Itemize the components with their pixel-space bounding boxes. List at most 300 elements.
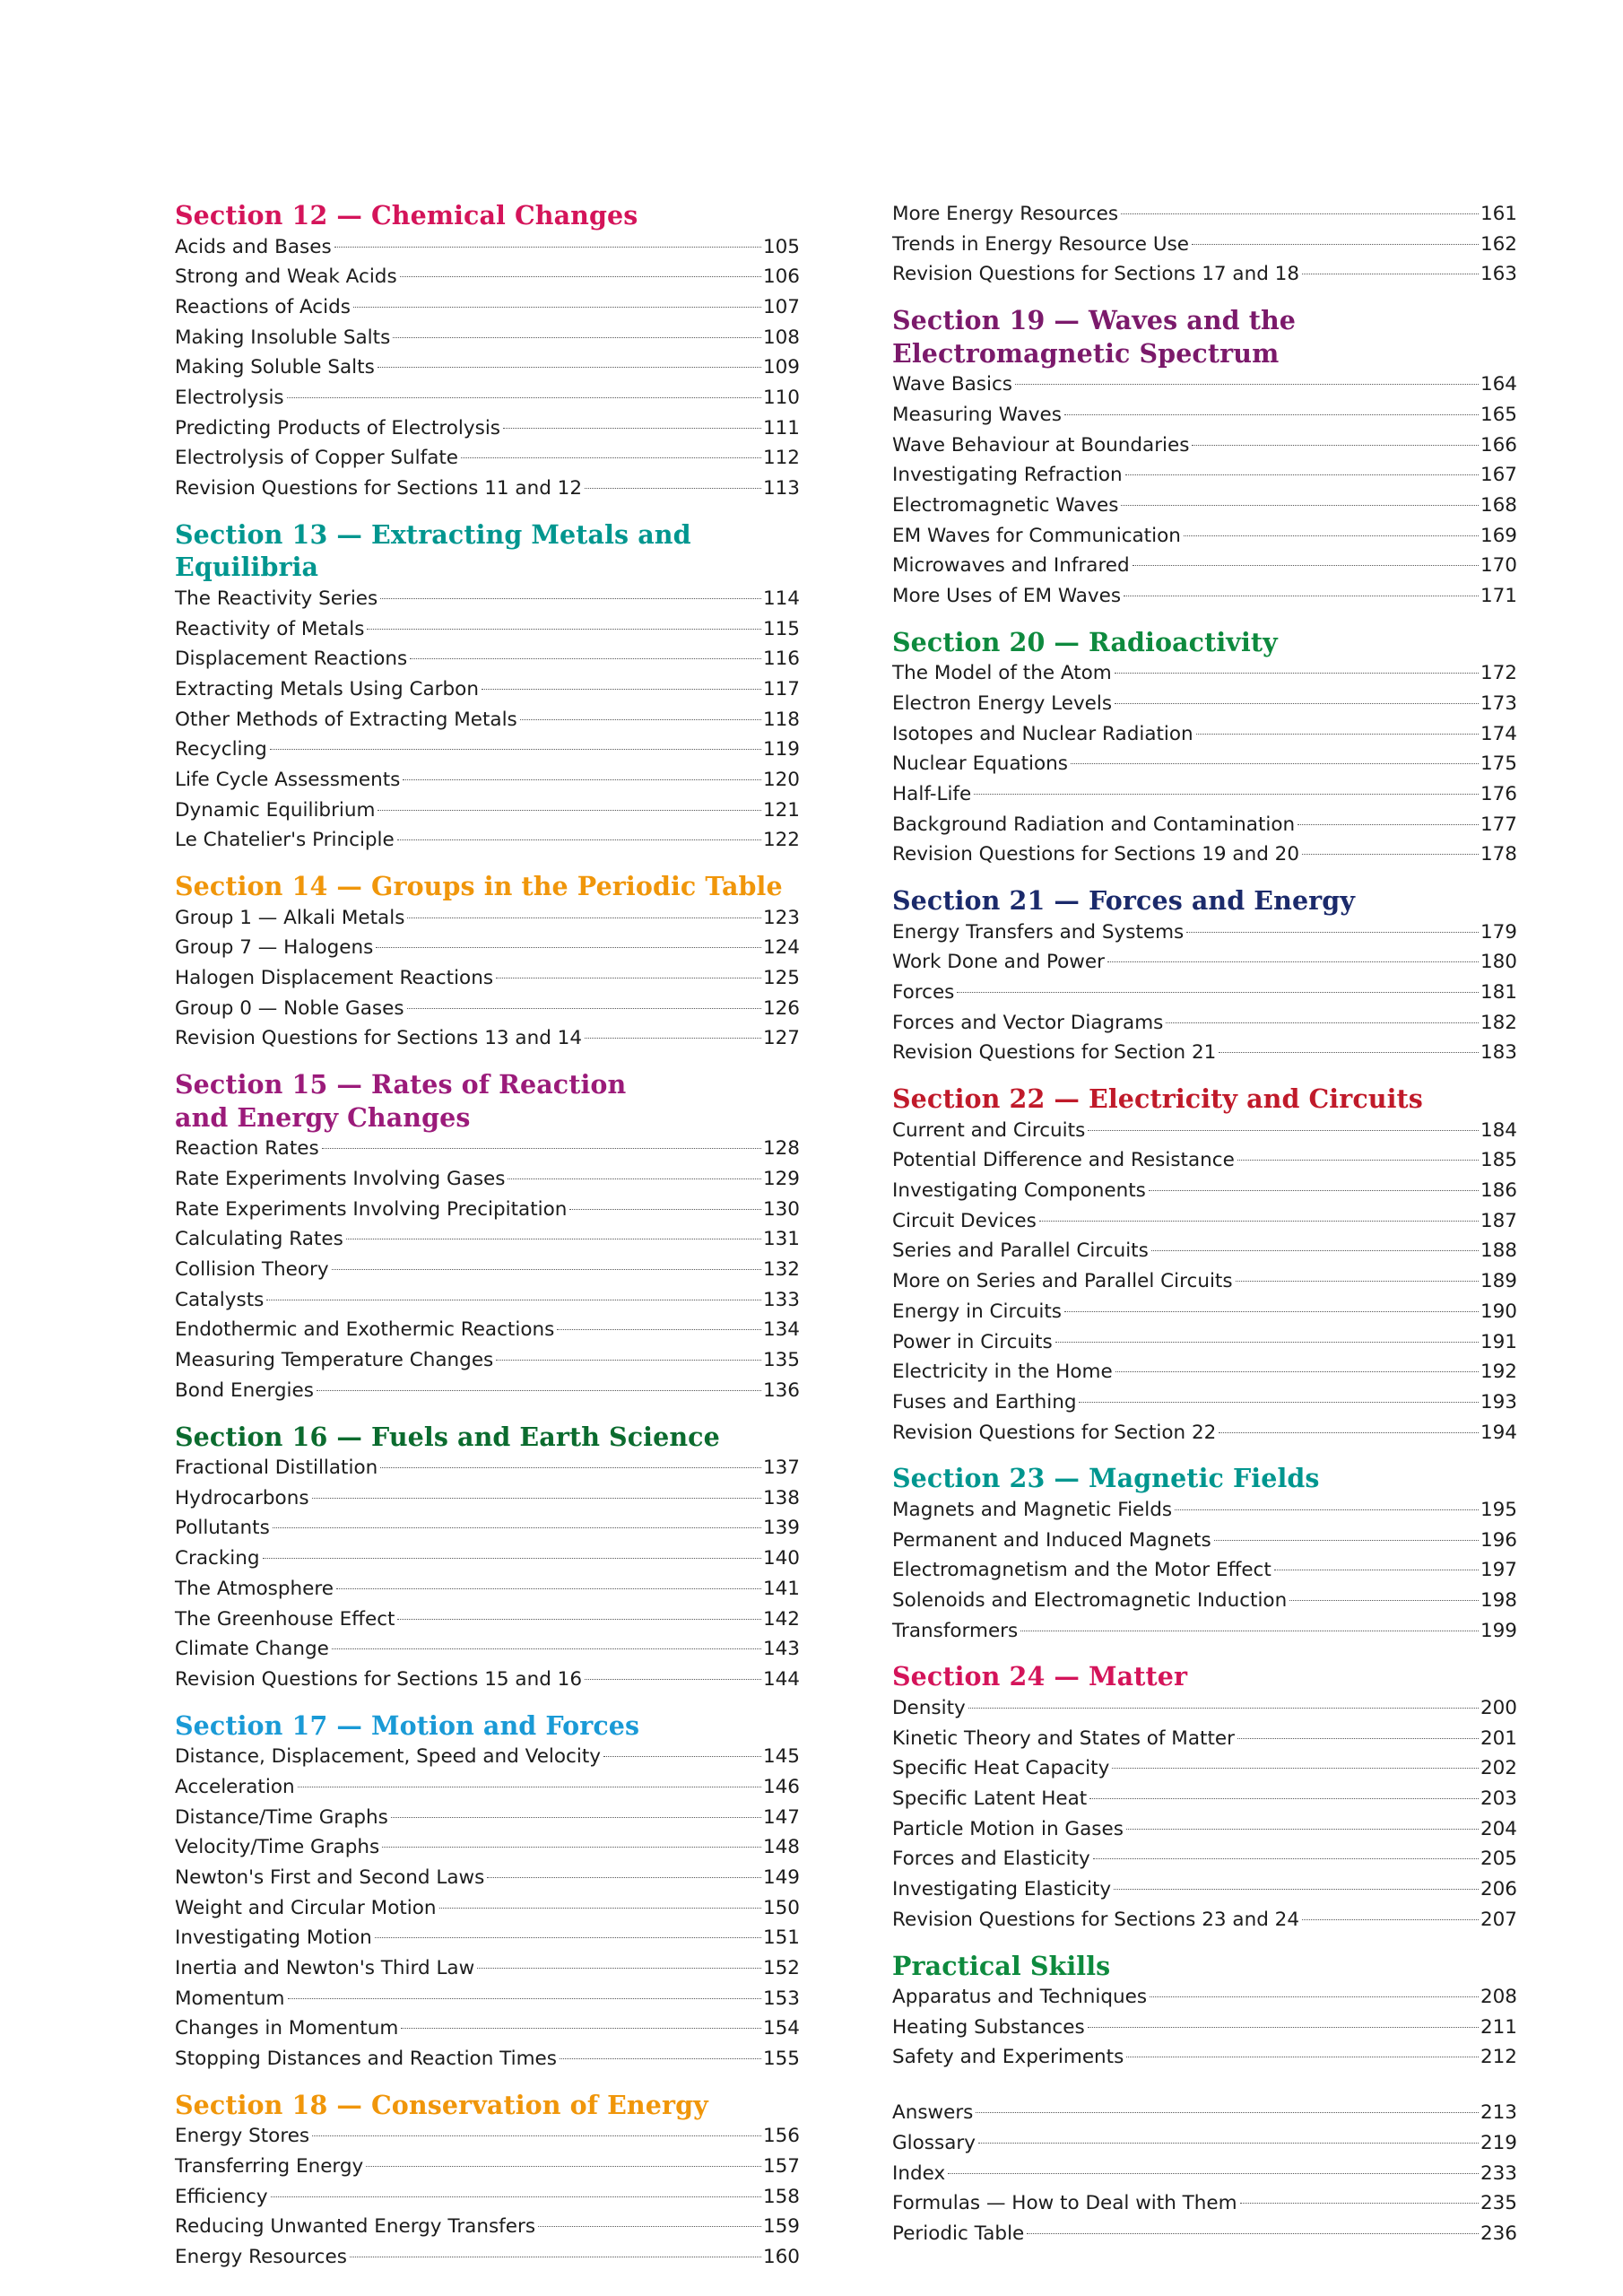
- dot-leader: [1236, 1281, 1479, 1282]
- toc-entry[interactable]: [175, 1453, 800, 1483]
- dot-leader: [400, 276, 761, 277]
- entry-title: Reducing Unwanted Energy Transfers: [175, 2215, 536, 2239]
- toc-entry[interactable]: [892, 2042, 1517, 2073]
- toc-entry[interactable]: [175, 644, 800, 674]
- entry-title: Investigating Elasticity: [892, 1878, 1112, 1901]
- page-number: 109: [762, 356, 800, 379]
- dot-leader: [366, 2166, 761, 2167]
- toc-entry[interactable]: [175, 1195, 800, 1225]
- toc-entry[interactable]: [892, 581, 1517, 612]
- toc-entry[interactable]: [175, 352, 800, 383]
- entry-title: Electricity in the Home: [892, 1361, 1113, 1384]
- entry-title: Revision Questions for Sections 19 and 20: [892, 843, 1300, 866]
- entry-title: Forces: [892, 981, 955, 1004]
- toc-entry[interactable]: [892, 1038, 1517, 1068]
- toc-entry[interactable]: [175, 1803, 800, 1833]
- dot-leader: [263, 1558, 761, 1559]
- dot-leader: [1166, 1022, 1479, 1023]
- toc-entry[interactable]: [175, 2242, 800, 2273]
- entry-title: Forces and Vector Diagrams: [892, 1011, 1164, 1034]
- page-number: 163: [1480, 263, 1517, 286]
- toc-entry[interactable]: [892, 1814, 1517, 1845]
- toc-entry[interactable]: [892, 1008, 1517, 1039]
- page-number: 123: [762, 906, 800, 929]
- page-number: 168: [1480, 493, 1517, 517]
- entry-title: Bond Energies: [175, 1378, 314, 1402]
- dot-leader: [332, 1269, 761, 1270]
- dot-leader: [1121, 213, 1479, 214]
- entry-title: The Model of the Atom: [892, 662, 1112, 685]
- entry-title: Circuit Devices: [892, 1209, 1037, 1232]
- toc-entry[interactable]: [892, 1116, 1517, 1146]
- page-number: 176: [1480, 783, 1517, 806]
- toc-entry[interactable]: [175, 2013, 800, 2044]
- entry-title: Reaction Rates: [175, 1137, 319, 1161]
- toc-entry[interactable]: [175, 1772, 800, 1803]
- entry-title: Group 0 — Noble Gases: [175, 996, 404, 1020]
- section-title: Section 19 — Waves and the Electromagnetic Spectrum: [892, 305, 1297, 369]
- entry-title: Fractional Distillation: [175, 1457, 378, 1479]
- toc-entry[interactable]: [892, 1495, 1517, 1526]
- toc-entry[interactable]: [892, 460, 1517, 491]
- page-number: 161: [1480, 203, 1517, 225]
- toc-entry[interactable]: [175, 413, 800, 444]
- toc-section: [175, 870, 800, 1054]
- toc-entry[interactable]: [892, 1357, 1517, 1387]
- entry-title: Predicting Products of Electrolysis: [175, 416, 500, 439]
- toc-entry[interactable]: [892, 810, 1517, 840]
- toc-entry[interactable]: [175, 2044, 800, 2074]
- page-number: 149: [762, 1866, 800, 1889]
- dot-leader: [380, 1467, 761, 1468]
- toc-entry[interactable]: [175, 933, 800, 963]
- toc-entry[interactable]: [892, 978, 1517, 1008]
- section-title: Section 12 — Chemical Changes: [175, 200, 638, 230]
- toc-entry[interactable]: [892, 2128, 1517, 2159]
- toc-entry[interactable]: [892, 1905, 1517, 1935]
- toc-entry[interactable]: [175, 474, 800, 504]
- entry-title: Hydrocarbons: [175, 1486, 309, 1509]
- entry-title: Rate Experiments Involving Precipitation: [175, 1197, 568, 1221]
- entry-title: Answers: [892, 2101, 974, 2125]
- page-number: 108: [762, 326, 800, 349]
- dot-leader: [1055, 1342, 1479, 1343]
- toc-section: [892, 1950, 1517, 2074]
- toc-entry[interactable]: [892, 1266, 1517, 1297]
- entry-title: Measuring Temperature Changes: [175, 1349, 494, 1372]
- entry-title: Electron Energy Levels: [892, 691, 1113, 715]
- toc-entry[interactable]: [892, 1327, 1517, 1358]
- toc-entry[interactable]: [175, 1742, 800, 1772]
- toc-entry[interactable]: [175, 1164, 800, 1195]
- dot-leader: [273, 1527, 761, 1528]
- page-number: 173: [1480, 691, 1517, 715]
- page-number: 145: [762, 1745, 800, 1769]
- toc-entry[interactable]: [892, 2013, 1517, 2043]
- toc-entry[interactable]: [175, 1345, 800, 1376]
- page-number: 124: [762, 936, 800, 960]
- entry-title: Half-Life: [892, 783, 972, 806]
- entry-title: Calculating Rates: [175, 1228, 343, 1251]
- page-number: 191: [1480, 1330, 1517, 1353]
- toc-entry[interactable]: [175, 705, 800, 735]
- toc-entry[interactable]: [892, 1297, 1517, 1327]
- page-number: 129: [762, 1167, 800, 1190]
- dot-leader: [312, 2135, 761, 2136]
- entry-title: Specific Latent Heat: [892, 1787, 1088, 1811]
- dot-leader: [585, 1679, 761, 1680]
- entry-title: Revision Questions for Section 21: [892, 1041, 1217, 1065]
- toc-entry[interactable]: [892, 1555, 1517, 1586]
- dot-leader: [367, 629, 761, 630]
- page-number: 132: [762, 1257, 800, 1281]
- toc-entry[interactable]: [175, 1224, 800, 1255]
- entry-title: Current and Circuits: [892, 1118, 1086, 1142]
- toc-entry[interactable]: [175, 735, 800, 765]
- dot-leader: [1088, 1130, 1479, 1131]
- toc-entry[interactable]: [175, 2182, 800, 2213]
- dot-leader: [1114, 1889, 1479, 1890]
- page-number: 162: [1480, 232, 1517, 256]
- page-number: 208: [1480, 1986, 1517, 2009]
- page-number: 126: [762, 996, 800, 1020]
- dot-leader: [1196, 734, 1479, 735]
- toc-entry[interactable]: [892, 2188, 1517, 2219]
- entry-title: Index: [892, 2161, 946, 2185]
- toc-entry[interactable]: [175, 1665, 800, 1695]
- entry-title: Isotopes and Nuclear Radiation: [892, 722, 1193, 745]
- toc-entry[interactable]: [892, 749, 1517, 779]
- contents-column-right: [892, 199, 1517, 2264]
- entry-title: Electromagnetic Waves: [892, 493, 1119, 517]
- page-number: 139: [762, 1517, 800, 1540]
- toc-entry[interactable]: [175, 765, 800, 796]
- toc-entry[interactable]: [892, 719, 1517, 750]
- page-number: 195: [1480, 1498, 1517, 1521]
- dot-leader: [1093, 1858, 1479, 1859]
- entry-title: Transferring Energy: [175, 2155, 364, 2179]
- toc-entry[interactable]: [175, 1832, 800, 1863]
- toc-entry[interactable]: [175, 1023, 800, 1054]
- toc-section: [892, 2098, 1517, 2249]
- toc-entry[interactable]: [892, 947, 1517, 978]
- toc-entry[interactable]: [175, 1255, 800, 1285]
- toc-entry[interactable]: [175, 1376, 800, 1406]
- dot-leader: [1237, 1738, 1479, 1739]
- toc-entry[interactable]: [892, 430, 1517, 461]
- page-number: 201: [1480, 1726, 1517, 1750]
- toc-entry[interactable]: [175, 232, 800, 263]
- toc-entry[interactable]: [892, 779, 1517, 810]
- page-number: 133: [762, 1288, 800, 1311]
- toc-entry[interactable]: [892, 551, 1517, 581]
- entry-title: Momentum: [175, 1987, 285, 2010]
- section-title: Section 20 — Radioactivity: [892, 626, 1278, 657]
- page-number: 188: [1480, 1239, 1517, 1263]
- toc-entry[interactable]: [175, 674, 800, 705]
- page-number: 198: [1480, 1589, 1517, 1613]
- toc-entry[interactable]: [175, 963, 800, 994]
- page-number: 213: [1480, 2101, 1517, 2125]
- entry-title: EM Waves for Communication: [892, 524, 1181, 547]
- dot-leader: [487, 1877, 761, 1878]
- toc-entry[interactable]: [175, 1544, 800, 1574]
- page-number: 160: [762, 2246, 800, 2269]
- toc-entry[interactable]: [892, 1724, 1517, 1754]
- dot-leader: [948, 2173, 1479, 2174]
- entry-title: Density: [892, 1696, 966, 1719]
- toc-section: [175, 199, 800, 504]
- entry-title: Energy Resources: [175, 2246, 347, 2269]
- toc-entry[interactable]: [892, 1586, 1517, 1616]
- dot-leader: [1219, 1432, 1479, 1433]
- page-number: 194: [1480, 1421, 1517, 1444]
- toc-entry[interactable]: [892, 689, 1517, 719]
- entry-title: Measuring Waves: [892, 403, 1062, 426]
- entry-title: Other Methods of Extracting Metals: [175, 708, 517, 731]
- page-number: 165: [1480, 403, 1517, 426]
- entry-title: Kinetic Theory and States of Matter: [892, 1726, 1235, 1750]
- page-number: 141: [762, 1577, 800, 1600]
- dot-leader: [477, 1968, 761, 1969]
- toc-entry[interactable]: [892, 1784, 1517, 1814]
- page-number: 144: [762, 1667, 800, 1691]
- dot-leader: [375, 1937, 761, 1938]
- toc-entry[interactable]: [175, 383, 800, 413]
- entry-title: Le Chatelier's Principle: [175, 829, 395, 852]
- entry-title: Fuses and Earthing: [892, 1391, 1077, 1413]
- page-number: 206: [1480, 1878, 1517, 1901]
- entry-title: Formulas — How to Deal with Them: [892, 2192, 1237, 2215]
- entry-title: The Greenhouse Effect: [175, 1607, 395, 1631]
- toc-entry[interactable]: [175, 994, 800, 1024]
- page-number: 131: [762, 1228, 800, 1251]
- toc-entry[interactable]: [175, 1953, 800, 1984]
- toc-entry[interactable]: [892, 491, 1517, 521]
- entry-title: Halogen Displacement Reactions: [175, 967, 494, 990]
- entry-title: Changes in Momentum: [175, 2017, 399, 2040]
- page-number: 219: [1480, 2131, 1517, 2154]
- toc-entry[interactable]: [175, 1634, 800, 1665]
- toc-entry[interactable]: [892, 2159, 1517, 2189]
- page-number: 172: [1480, 662, 1517, 685]
- page-number: 127: [762, 1027, 800, 1050]
- toc-entry[interactable]: [892, 259, 1517, 290]
- page-number: 186: [1480, 1179, 1517, 1203]
- entry-title: Energy Transfers and Systems: [892, 920, 1185, 944]
- dot-leader: [1175, 1509, 1479, 1510]
- section-title: Section 22 — Electricity and Circuits: [892, 1083, 1423, 1115]
- entry-title: Pollutants: [175, 1517, 270, 1540]
- entry-title: Revision Questions for Section 22: [892, 1421, 1217, 1444]
- toc-entry[interactable]: [175, 1923, 800, 1953]
- entry-title: Rate Experiments Involving Gases: [175, 1167, 506, 1190]
- entry-title: Particle Motion in Gases: [892, 1817, 1124, 1840]
- toc-entry[interactable]: [175, 825, 800, 856]
- toc-entry[interactable]: [892, 918, 1517, 948]
- dot-leader: [382, 1847, 761, 1848]
- entry-title: Distance/Time Graphs: [175, 1805, 388, 1829]
- toc-entry[interactable]: [892, 230, 1517, 260]
- toc-section: [892, 304, 1517, 612]
- toc-entry[interactable]: [175, 1315, 800, 1345]
- toc-entry[interactable]: [892, 1693, 1517, 1724]
- page-number: 185: [1480, 1149, 1517, 1172]
- page-number: 142: [762, 1607, 800, 1631]
- page-number: 105: [762, 235, 800, 258]
- entry-title: More on Series and Parallel Circuits: [892, 1270, 1233, 1293]
- dot-leader: [380, 598, 761, 599]
- entry-title: Catalysts: [175, 1288, 265, 1311]
- entry-title: Series and Parallel Circuits: [892, 1239, 1149, 1263]
- toc-entry[interactable]: [175, 1134, 800, 1164]
- toc-entry[interactable]: [892, 1982, 1517, 2013]
- toc-entry[interactable]: [175, 1893, 800, 1924]
- page-number: 153: [762, 1987, 800, 2010]
- toc-entry[interactable]: [175, 1513, 800, 1544]
- page-number: 136: [762, 1378, 800, 1402]
- dot-leader: [288, 1998, 761, 1999]
- page-number: 111: [762, 416, 800, 439]
- toc-entry[interactable]: [892, 1844, 1517, 1874]
- toc-entry[interactable]: [892, 370, 1517, 400]
- dot-leader: [1192, 244, 1479, 245]
- page-number: 187: [1480, 1209, 1517, 1232]
- dot-leader: [603, 1756, 761, 1757]
- section-title: Practical Skills: [892, 1950, 1111, 1981]
- toc-entry[interactable]: [892, 658, 1517, 689]
- page-number: 137: [762, 1457, 800, 1479]
- toc-entry[interactable]: [892, 199, 1517, 230]
- section-title: Section 13 — Extracting Metals and Equilibria: [175, 518, 691, 583]
- toc-entry[interactable]: [175, 292, 800, 323]
- dot-leader: [1298, 824, 1479, 825]
- toc-entry[interactable]: [175, 1285, 800, 1316]
- toc-entry[interactable]: [892, 1145, 1517, 1176]
- page-number: 156: [762, 2125, 800, 2148]
- toc-entry[interactable]: [175, 262, 800, 292]
- toc-section: [892, 626, 1517, 870]
- page-number: 158: [762, 2185, 800, 2208]
- toc-section: [892, 1462, 1517, 1646]
- toc-entry[interactable]: [175, 2121, 800, 2152]
- toc-entry[interactable]: [175, 614, 800, 645]
- dot-leader: [496, 1360, 761, 1361]
- dot-leader: [439, 1908, 761, 1909]
- toc-entry[interactable]: [892, 1236, 1517, 1266]
- toc-entry[interactable]: [892, 1387, 1517, 1418]
- toc-entry[interactable]: [175, 323, 800, 353]
- toc-entry[interactable]: [892, 1526, 1517, 1556]
- entry-title: Safety and Experiments: [892, 2046, 1124, 2069]
- dot-leader: [397, 1619, 760, 1620]
- entry-title: Recycling: [175, 738, 267, 761]
- dot-leader: [322, 1148, 761, 1149]
- toc-entry[interactable]: [892, 1206, 1517, 1237]
- entry-title: Power in Circuits: [892, 1330, 1053, 1353]
- dot-leader: [376, 947, 761, 948]
- page-number: 125: [762, 967, 800, 990]
- page-number: 180: [1480, 951, 1517, 974]
- page-number: 148: [762, 1836, 800, 1859]
- entry-title: Revision Questions for Sections 11 and 12: [175, 477, 583, 500]
- entry-title: Microwaves and Infrared: [892, 554, 1130, 578]
- page-number: 154: [762, 2017, 800, 2040]
- toc-entry[interactable]: [892, 1616, 1517, 1647]
- toc-entry[interactable]: [892, 400, 1517, 430]
- toc-entry[interactable]: [175, 1984, 800, 2014]
- dot-leader: [1125, 474, 1479, 475]
- page-number: 114: [762, 587, 800, 610]
- toc-entry[interactable]: [892, 1176, 1517, 1206]
- page-number: 235: [1480, 2192, 1517, 2215]
- dot-leader: [1126, 1829, 1479, 1830]
- toc-entry[interactable]: [892, 1753, 1517, 1784]
- entry-title: Dynamic Equilibrium: [175, 798, 376, 822]
- toc-entry[interactable]: [175, 2212, 800, 2242]
- dot-leader: [1027, 2233, 1479, 2234]
- toc-entry[interactable]: [175, 2152, 800, 2182]
- page-number: 150: [762, 1896, 800, 1919]
- entry-title: Revision Questions for Sections 13 and 14: [175, 1027, 583, 1050]
- page-number: 189: [1480, 1270, 1517, 1293]
- page-number: 113: [762, 477, 800, 500]
- dot-leader: [1302, 854, 1479, 855]
- dot-leader: [336, 1588, 761, 1589]
- toc-section: [175, 2089, 800, 2273]
- toc-entry[interactable]: [892, 1418, 1517, 1448]
- page-number: 205: [1480, 1848, 1517, 1871]
- section-title: Section 17 — Motion and Forces: [175, 1709, 640, 1741]
- section-title: Section 23 — Magnetic Fields: [892, 1463, 1320, 1494]
- entry-title: Life Cycle Assessments: [175, 769, 401, 792]
- entry-title: More Energy Resources: [892, 203, 1119, 225]
- dot-leader: [1115, 673, 1479, 674]
- toc-section: [892, 1083, 1517, 1448]
- toc-entry[interactable]: [175, 796, 800, 826]
- page-number: 130: [762, 1197, 800, 1221]
- toc-entry[interactable]: [892, 521, 1517, 552]
- page-number: 169: [1480, 524, 1517, 547]
- toc-entry[interactable]: [175, 1483, 800, 1514]
- contents-column-left: [175, 199, 800, 2287]
- dot-leader: [410, 658, 761, 659]
- dot-leader: [1115, 1371, 1479, 1372]
- dot-leader: [317, 1390, 761, 1391]
- toc-entry[interactable]: [175, 443, 800, 474]
- toc-entry[interactable]: [175, 584, 800, 614]
- dot-leader: [968, 1708, 1479, 1709]
- page-number: 143: [762, 1638, 800, 1661]
- dot-leader: [1064, 1311, 1479, 1312]
- toc-entry[interactable]: [892, 1874, 1517, 1905]
- entry-title: Reactions of Acids: [175, 295, 351, 318]
- entry-title: Investigating Refraction: [892, 464, 1123, 487]
- toc-entry[interactable]: [892, 839, 1517, 870]
- dot-leader: [1107, 961, 1479, 962]
- toc-entry[interactable]: [175, 1574, 800, 1605]
- toc-entry[interactable]: [175, 1863, 800, 1893]
- dot-leader: [1115, 703, 1479, 704]
- toc-entry[interactable]: [892, 2098, 1517, 2128]
- dot-leader: [1088, 2027, 1479, 2028]
- toc-entry[interactable]: [175, 903, 800, 934]
- toc-entry[interactable]: [892, 2219, 1517, 2249]
- toc-entry[interactable]: [175, 1605, 800, 1635]
- entry-title: Acids and Bases: [175, 235, 332, 258]
- page-number: 107: [762, 295, 800, 318]
- page-number: 177: [1480, 813, 1517, 836]
